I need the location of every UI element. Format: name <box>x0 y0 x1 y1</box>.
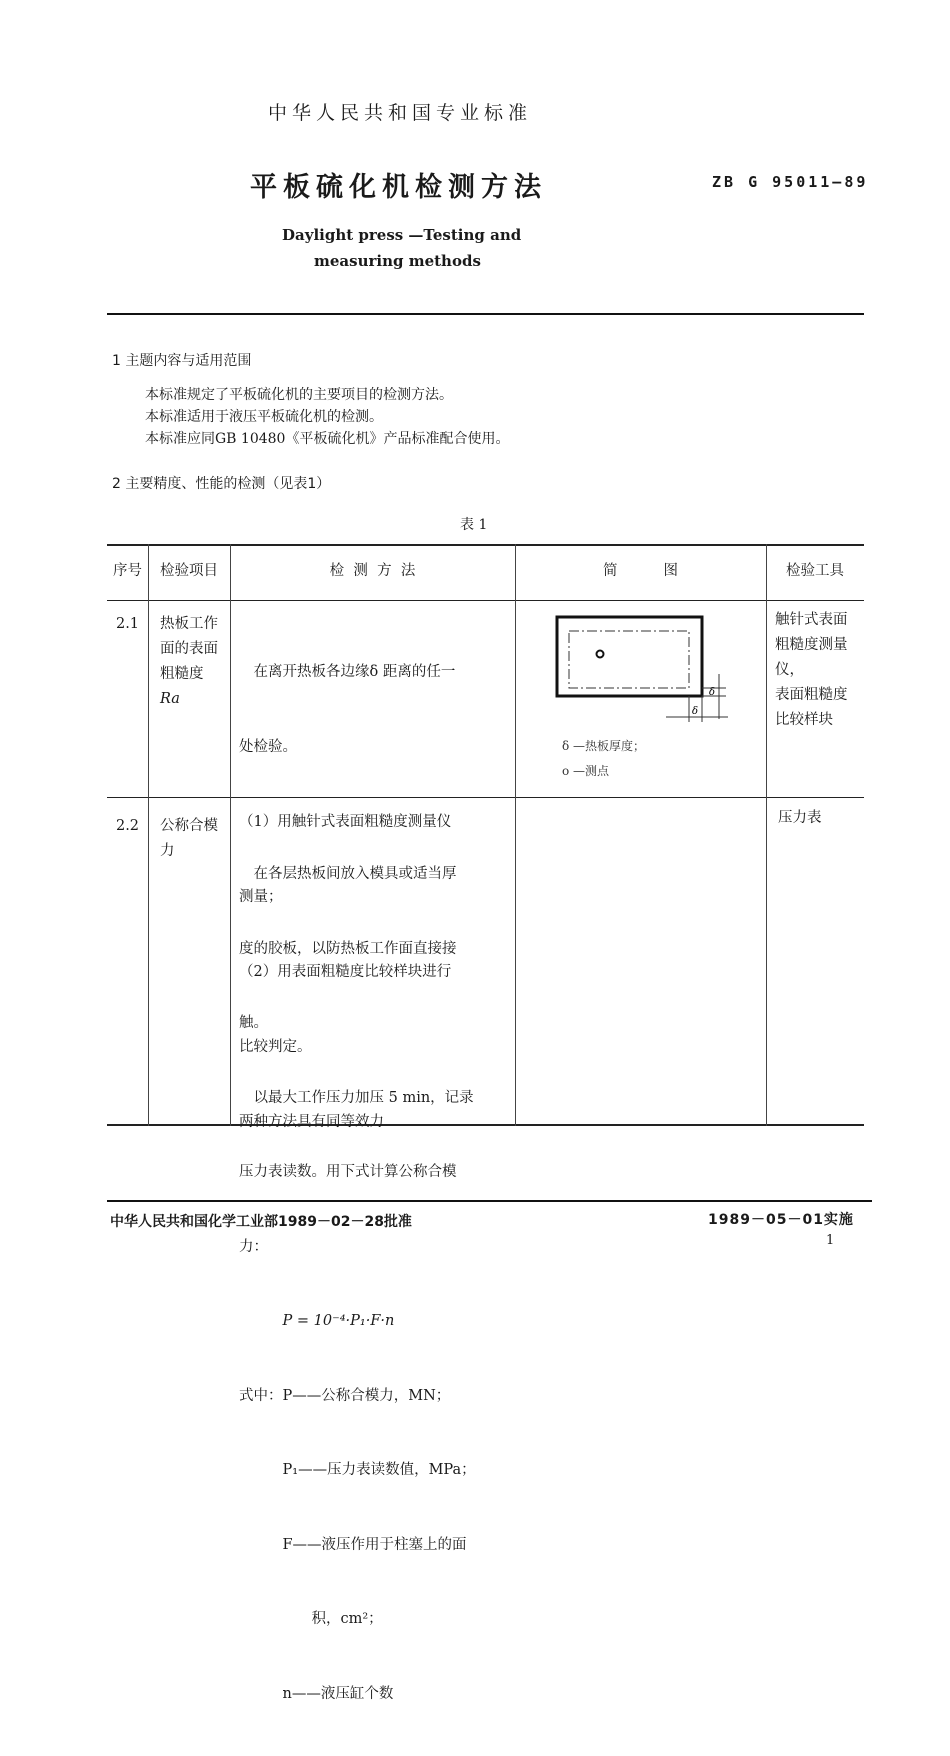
english-title-line1: Daylight press —Testing and <box>282 226 522 244</box>
effective-date: 1989－05－01实施 <box>708 1212 854 1228</box>
method-line: 比较判定。 <box>239 1039 312 1055</box>
col-divider <box>766 544 767 1126</box>
item-line: 面的表面 <box>160 641 218 657</box>
method-line: 测量； <box>239 889 283 905</box>
method-line: 在各层热板间放入模具或适当厚 <box>239 866 457 882</box>
row-tools: 压力表 <box>778 810 822 826</box>
standard-code: ZB G 95011—89 <box>712 173 869 191</box>
method-line: 两种方法具有同等效力 <box>239 1114 384 1130</box>
footer-rule <box>107 1200 872 1202</box>
paragraph: 本标准适用于液压平板硫化机的检测。 <box>145 409 383 425</box>
tool-line: 表面粗糙度 <box>775 687 848 703</box>
col-divider <box>230 544 231 1126</box>
method-line: 处检验。 <box>239 739 297 755</box>
header-diagram: 简 图 <box>602 563 679 579</box>
measuring-point-icon <box>597 651 604 658</box>
section1-body <box>145 384 509 450</box>
method-line: 以最大工作压力加压 5 min，记录 <box>239 1089 474 1106</box>
english-title <box>282 222 521 274</box>
header-no: 序号 <box>113 563 142 579</box>
paragraph: 本标准应同GB 10480《平板硫化机》产品标准配合使用。 <box>145 431 510 447</box>
method-line: n——液压缸个数 <box>239 1685 394 1702</box>
tool-line: 粗糙度测量 <box>775 637 848 653</box>
tool-line: 仪， <box>775 662 804 678</box>
row-no: 2.1 <box>115 616 140 632</box>
standard-type: 中华人民共和国专业标准 <box>267 102 532 124</box>
method-line: P₁——压力表读数值，MPa； <box>239 1462 476 1478</box>
document-title: 平板硫化机检测方法 <box>250 172 547 203</box>
col-divider <box>148 544 149 1126</box>
hot-plate-diagram <box>516 604 766 734</box>
section1-heading: 1 主题内容与适用范围 <box>112 353 252 369</box>
tool-line: 比较样块 <box>775 712 833 728</box>
formula: P = 10⁻⁴·P₁·F·n <box>239 1313 395 1329</box>
method-line: 积，cm²； <box>239 1611 383 1627</box>
row-no: 2.2 <box>115 818 140 834</box>
item-line: 热板工作 <box>160 616 218 632</box>
method-line: （1）用触针式表面粗糙度测量仪 <box>239 814 452 830</box>
row-method <box>239 812 513 1756</box>
method-line: F——液压作用于柱塞上的面 <box>239 1536 467 1553</box>
method-line: 力： <box>239 1238 268 1255</box>
item-line: 公称合模 <box>160 818 218 834</box>
header-item: 检验项目 <box>160 563 218 579</box>
header-rule <box>107 313 864 315</box>
page-number: 1 <box>826 1233 835 1248</box>
row-divider <box>107 600 864 601</box>
paragraph: 本标准规定了平板硫化机的主要项目的检测方法。 <box>145 387 453 403</box>
measuring-boundary <box>569 631 689 688</box>
diagram-legend <box>562 734 762 784</box>
method-line: 压力表读数。用下式计算公称合模 <box>239 1164 457 1180</box>
item-line: Ra <box>160 691 180 707</box>
row-item <box>160 814 230 864</box>
delta-label: δ <box>692 706 699 717</box>
method-line: 在离开热板各边缘δ 距离的任一 <box>239 664 456 680</box>
header-method: 检 测 方 法 <box>329 563 416 579</box>
method-line: 式中：P——公称合模力，MN； <box>239 1387 451 1404</box>
english-title-line2: measuring methods <box>314 252 481 270</box>
method-line: 触。 <box>239 1015 268 1031</box>
method-line: （2）用表面粗糙度比较样块进行 <box>239 964 452 980</box>
legend-line: δ —热板厚度； <box>562 739 646 753</box>
item-line: 粗糙度 <box>160 666 204 682</box>
delta-label: δ <box>709 687 716 698</box>
approval-text: 中华人民共和国化学工业部1989－02－28批准 <box>110 1214 412 1230</box>
table-caption: 表 1 <box>460 517 488 533</box>
row-item <box>160 612 230 712</box>
row-tools <box>775 608 863 733</box>
plate-outline <box>557 617 702 696</box>
item-line: 力 <box>160 843 175 859</box>
legend-line: o —测点 <box>562 764 610 778</box>
table-top-rule <box>107 544 864 546</box>
tool-line: 触针式表面 <box>775 612 848 628</box>
method-line: 度的胶板，以防热板工作面直接接 <box>239 940 457 957</box>
header-tools: 检验工具 <box>786 563 844 579</box>
section2-heading: 2 主要精度、性能的检测（见表1） <box>112 476 331 492</box>
